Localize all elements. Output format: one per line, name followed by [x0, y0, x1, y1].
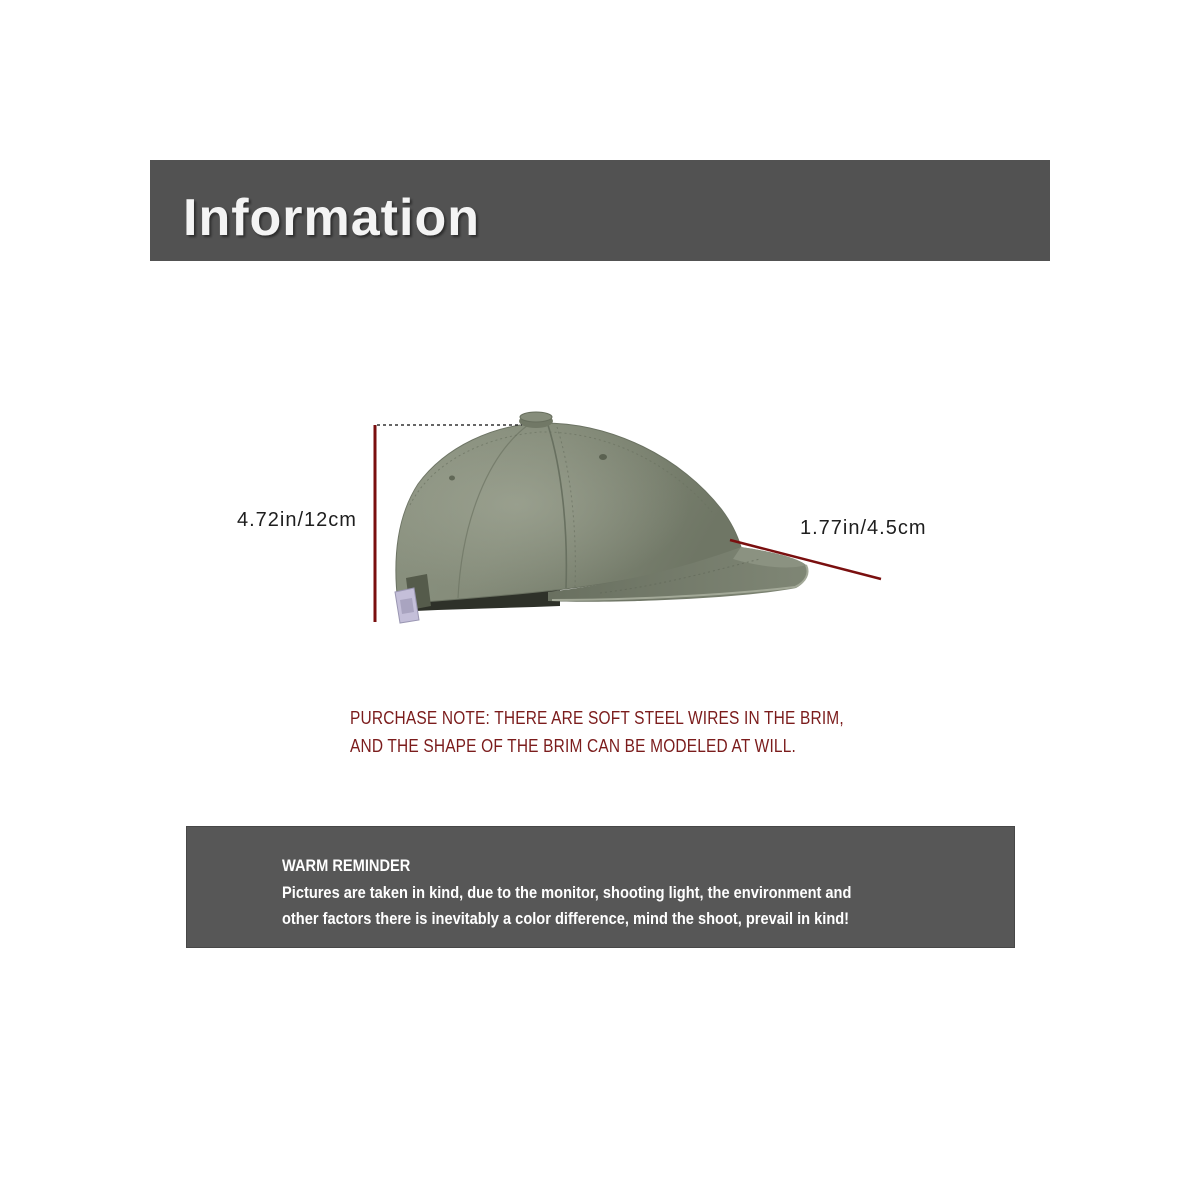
warm-reminder-box: [186, 826, 1015, 948]
warm-reminder-line: other factors there is inevitably a color difference, mind the shoot, prevail in kind!: [282, 909, 850, 928]
brim-length-label: 1.77in/4.5cm: [800, 517, 927, 539]
cap-eyelet: [599, 454, 607, 460]
warm-reminder-title: WARM REMINDER: [282, 856, 411, 875]
height-label: 4.72in/12cm: [237, 509, 357, 531]
cap-buckle-slot: [400, 598, 414, 614]
purchase-note: [350, 704, 844, 760]
page-title: Information: [183, 189, 480, 247]
cap-eyelet: [449, 476, 455, 481]
purchase-note-line: AND THE SHAPE OF THE BRIM CAN BE MODELED AT WILL.: [350, 736, 796, 756]
cap-button: [520, 412, 552, 422]
header-banner: [150, 160, 1050, 261]
cap-photo: [395, 412, 808, 623]
warm-reminder-text: [282, 853, 851, 933]
purchase-note-line: PURCHASE NOTE: THERE ARE SOFT STEEL WIRES IN THE BRIM,: [350, 708, 844, 728]
warm-reminder-line: Pictures are taken in kind, due to the monitor, shooting light, the environment and: [282, 882, 852, 902]
